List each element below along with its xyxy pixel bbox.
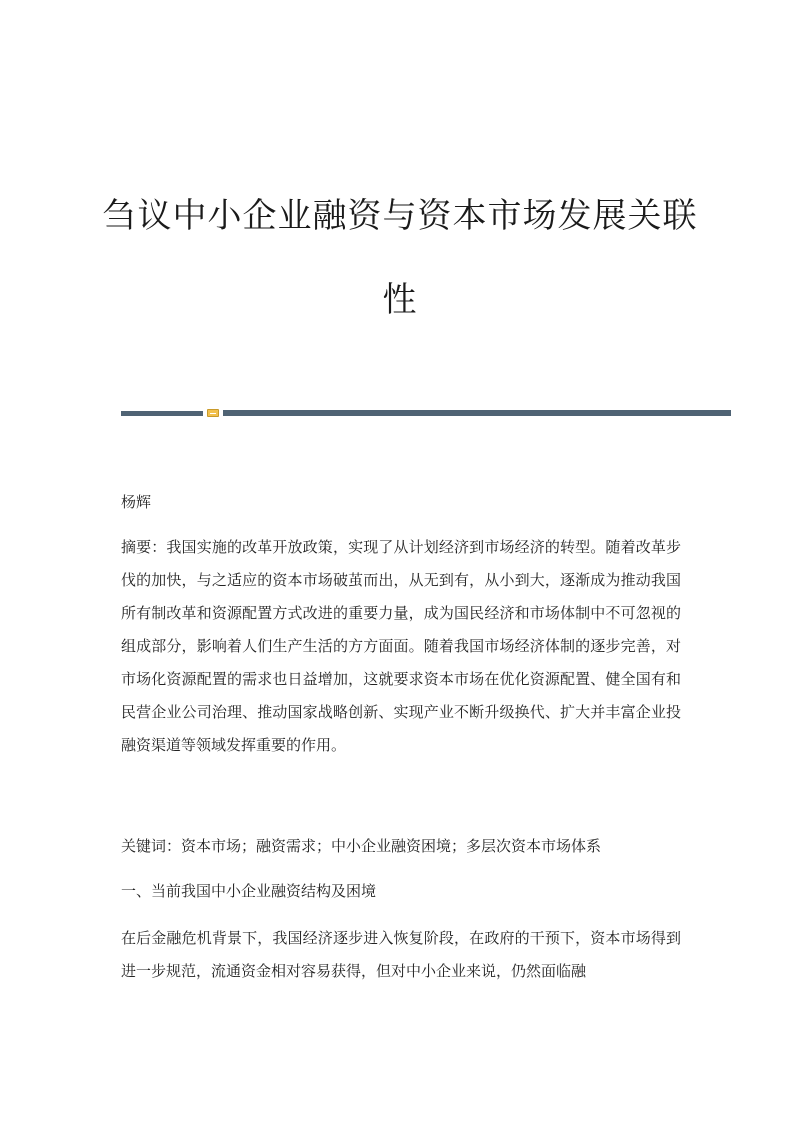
body-paragraph: 在后金融危机背景下，我国经济逐步进入恢复阶段，在政府的干预下，资本市场得到进一步规范，流通资金相对容易获得，但对中小企业来说，仍然面临融 bbox=[121, 929, 681, 980]
divider-bar-right bbox=[223, 410, 731, 416]
divider-bar-left bbox=[121, 411, 203, 416]
page-title: 刍议中小企业融资与资本市场发展关联 bbox=[102, 196, 698, 236]
abstract-paragraph: 摘要：我国实施的改革开放政策，实现了从计划经济到市场经济的转型。随着改革步伐的加快，与之适应的资本市场破茧而出，从无到有，从小到大，逐渐成为推动我国所有制改革和资源配置方式改进的重要力量，成为国民经济和市场体制中不可忽视的组成部分，影响着人们生产生活的方方面面。随着我国市场经济体制的逐步完善，对市场化资源配置的需求也日益增加，这就要求资本市场在优化资源配置、健全国有和民营企业公司治理、推动国家战略创新、实现产业不断升级换代、扩大并丰富企业投融资渠道等领域发挥重要的作用。 bbox=[121, 538, 681, 754]
section-heading: 一、当前我国中小企业融资结构及困境 bbox=[121, 882, 377, 900]
page-title-continued: 性 bbox=[382, 280, 418, 320]
divider-ornament-icon bbox=[207, 409, 219, 417]
keywords-line: 关键词：资本市场；融资需求；中小企业融资困境；多层次资本市场体系 bbox=[121, 837, 602, 855]
author-name: 杨辉 bbox=[121, 493, 152, 511]
title-divider bbox=[121, 409, 731, 417]
